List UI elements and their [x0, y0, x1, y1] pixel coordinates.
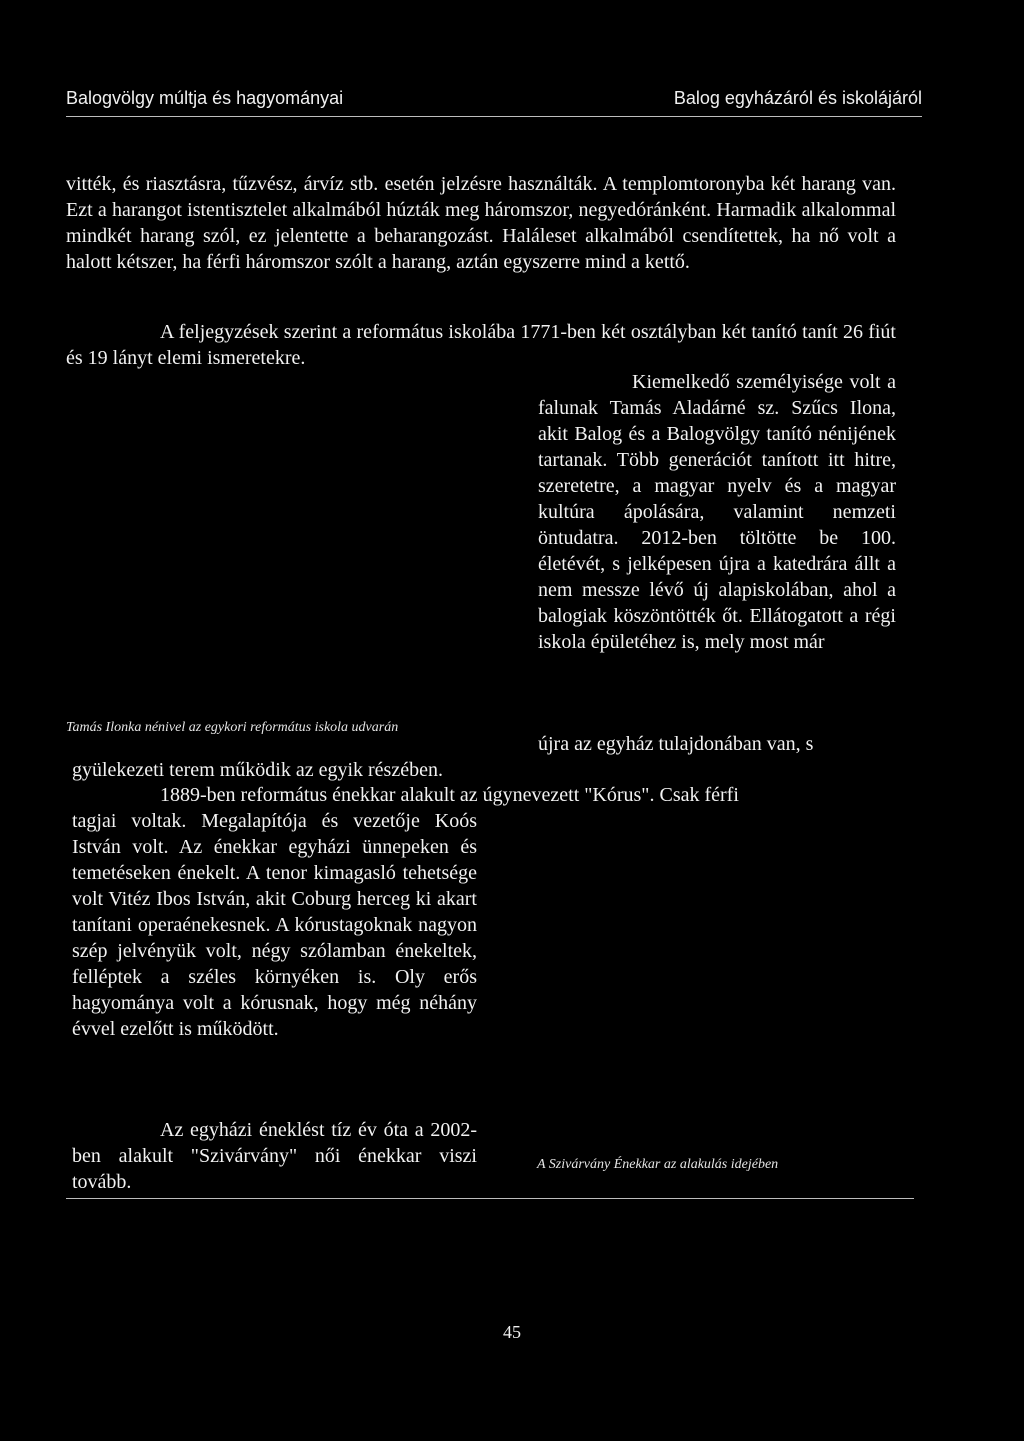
paragraph-hall: gyülekezeti terem működik az egyik részében. [72, 759, 443, 781]
header-right-title: Balog egyházáról és iskolájáról [673, 88, 922, 108]
footer-divider-right [314, 1198, 914, 1199]
paragraph-school-records: A feljegyzések szerint a református iskolába 1771-ben két osztályban két tanító tanít 26 fiút és 19 lányt elemi ismeretekre. [66, 321, 896, 369]
paragraph-choir-founding: 1889-ben református énekkar alakult az úgynevezett "Kórus". Csak férfi [160, 784, 739, 806]
header-left-title: Balogvölgy múltja és hagyományai [66, 88, 344, 108]
paragraph-bells: vitték, és riasztásra, tűzvész, árvíz stb. esetén jelzésre használták. A templomtoronyba két harang van. Ezt a harangot istentisztelet alkalmából húzták meg háromszor, negyedóránként. Harmadik alkalommal mindkét harang szól, ez jelentette a beharangozást. Haláleset alkalmából csendítettek, ha nő volt a halott kétszer, ha férfi háromszor szólt a harang, aztán egyszerre mind a kettő. [66, 173, 896, 273]
footer-divider [66, 1198, 314, 1199]
photo-caption-choir: A Szivárvány Énekkar az alakulás idejében [537, 1157, 779, 1172]
paragraph-teacher: Kiemelkedő személyisége volt a falunak Tamás Aladárné sz. Szűcs Ilona, akit Balog és a Balogvölgy tanító nénijének tartanak. Több generációt tanított itt hitre, szeretetre, a magyar nyelv és a magyar kultúra ápolására, valamint nemzeti öntudatra. 2012-ben töltötte be 100. életévét, s jelképesen újra a katedrára állt a nem messze lévő új alapiskolában, ahol a balogiak köszöntötték őt. Ellátogatott a régi iskola épületéhez is, mely most már [538, 371, 896, 653]
paragraph-choir-today: Az egyházi éneklést tíz év óta a 2002-ben alakult "Szivárvány" női énekkar viszi tovább. [72, 1119, 477, 1193]
paragraph-teacher-continued: újra az egyház tulajdonában van, s [538, 733, 814, 755]
running-header [66, 88, 922, 118]
photo-caption-teacher: Tamás Ilonka nénivel az egykori református iskola udvarán [66, 720, 399, 735]
page-number: 45 [503, 1322, 521, 1342]
header-divider [66, 116, 922, 117]
paragraph-choir-history: tagjai voltak. Megalapítója és vezetője Koós István volt. Az énekkar egyházi ünnepeken és temetéseken énekelt. A tenor kimagasló tehetsége volt Vitéz Ibos István, akit Coburg herceg ki akart tanítani operaénekesnek. A kórustagoknak nagyon szép jelvényük volt, négy szólamban énekeltek, felléptek a széles környéken is. Oly erős hagyománya volt a kórusnak, hogy még néhány évvel ezelőtt is működött. [72, 810, 477, 1040]
